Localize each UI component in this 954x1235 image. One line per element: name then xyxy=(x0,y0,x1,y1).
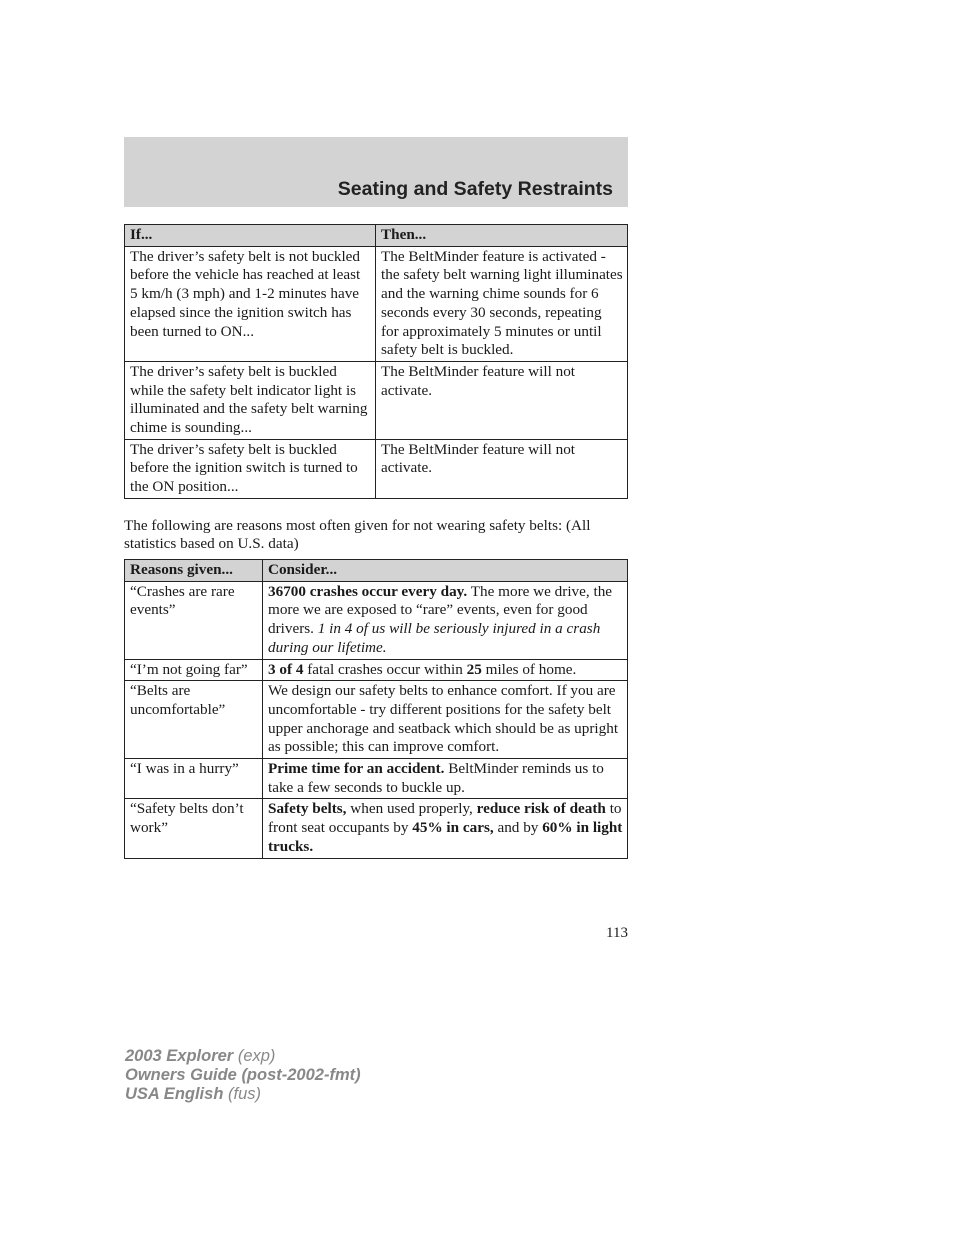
table-cell-result: The BeltMinder feature will not activate. xyxy=(376,361,628,439)
reasons-table xyxy=(124,559,628,859)
intro-paragraph: The following are reasons most often given for not wearing safety belts: (All statistics based on U.S. data) xyxy=(124,517,591,553)
table-cell-condition: The driver’s safety belt is buckled before the ignition switch is turned to the ON position... xyxy=(125,439,376,498)
table-row xyxy=(125,681,628,759)
text-segment: and by xyxy=(493,819,543,837)
text-segment: to front seat occupants by xyxy=(268,800,622,837)
column-header-then: Then... xyxy=(376,225,628,247)
text-segment: fatal crashes occur within xyxy=(303,660,467,678)
table-cell-consider xyxy=(263,759,628,799)
text-segment: Prime time for an accident. xyxy=(268,760,445,778)
text-segment: 36700 crashes occur every day. xyxy=(268,582,468,600)
text-segment: 60% in light trucks. xyxy=(268,819,623,855)
table-cell-consider xyxy=(263,799,628,858)
text-segment: We design our safety belts to enhance comfort. If you are uncomfortable - try different positions for the safety belt upper anchorage and seatback which should be as upright as possible; this can improve comfort. xyxy=(268,682,619,756)
footer-line-model: 2003 Explorer (exp) xyxy=(125,1047,276,1065)
table-cell-reason: “I’m not going far” xyxy=(125,659,263,681)
table-row xyxy=(125,361,628,439)
column-header-reasons: Reasons given... xyxy=(125,560,263,582)
table-cell-consider xyxy=(263,659,628,681)
document-footer xyxy=(125,1047,361,1104)
table-cell-condition: The driver’s safety belt is not buckled before the vehicle has reached at least 5 km/h (3 mph) and 1-2 minutes have elapsed since the ignition switch has been turned to ON... xyxy=(125,246,376,361)
text-segment: when used properly, xyxy=(346,800,477,818)
table-row xyxy=(125,581,628,659)
section-title: Seating and Safety Restraints xyxy=(337,178,613,200)
table-header-row xyxy=(125,560,628,582)
table-header-row xyxy=(125,225,628,247)
table-cell-reason: “Safety belts don’t work” xyxy=(125,799,263,858)
text-segment: 25 xyxy=(466,660,482,678)
text-segment: miles of home. xyxy=(481,660,577,678)
text-segment: 3 of 4 xyxy=(268,660,304,678)
column-header-if: If... xyxy=(125,225,376,247)
table-row xyxy=(125,439,628,498)
table-row xyxy=(125,246,628,361)
footer-line-language: USA English (fus) xyxy=(125,1085,261,1103)
table-cell-reason: “Crashes are rare events” xyxy=(125,581,263,659)
page-number: 113 xyxy=(606,925,628,941)
table-cell-condition: The driver’s safety belt is buckled while the safety belt indicator light is illuminated and the safety belt warning chime is sounding... xyxy=(125,361,376,439)
text-segment: BeltMinder reminds us to take a few seconds to buckle up. xyxy=(268,760,604,796)
footer-line-guide: Owners Guide (post-2002-fmt) xyxy=(125,1066,361,1084)
table-cell-consider xyxy=(263,681,628,759)
table-cell-reason: “Belts are uncomfortable” xyxy=(125,681,263,759)
section-header-band xyxy=(124,137,628,207)
table-row xyxy=(125,659,628,681)
beltminder-table xyxy=(124,224,628,499)
text-segment: Safety belts, xyxy=(268,800,347,818)
table-row xyxy=(125,759,628,799)
table-cell-consider xyxy=(263,581,628,659)
table-cell-reason: “I was in a hurry” xyxy=(125,759,263,799)
text-segment: The more we drive, the more we are exposed to “rare” events, even for good drivers. xyxy=(268,582,613,638)
table-row xyxy=(125,799,628,858)
table-cell-result: The BeltMinder feature will not activate. xyxy=(376,439,628,498)
column-header-consider: Consider... xyxy=(263,560,628,582)
text-segment: reduce risk of death xyxy=(476,800,606,818)
table-cell-result: The BeltMinder feature is activated - the safety belt warning light illuminates and the warning chime sounds for 6 seconds every 30 seconds, repeating for approximately 5 minutes or until safety belt is buckled. xyxy=(376,246,628,361)
text-segment: 45% in cars, xyxy=(412,819,494,837)
text-segment: 1 in 4 of us will be seriously injured in a crash during our lifetime. xyxy=(268,620,601,656)
